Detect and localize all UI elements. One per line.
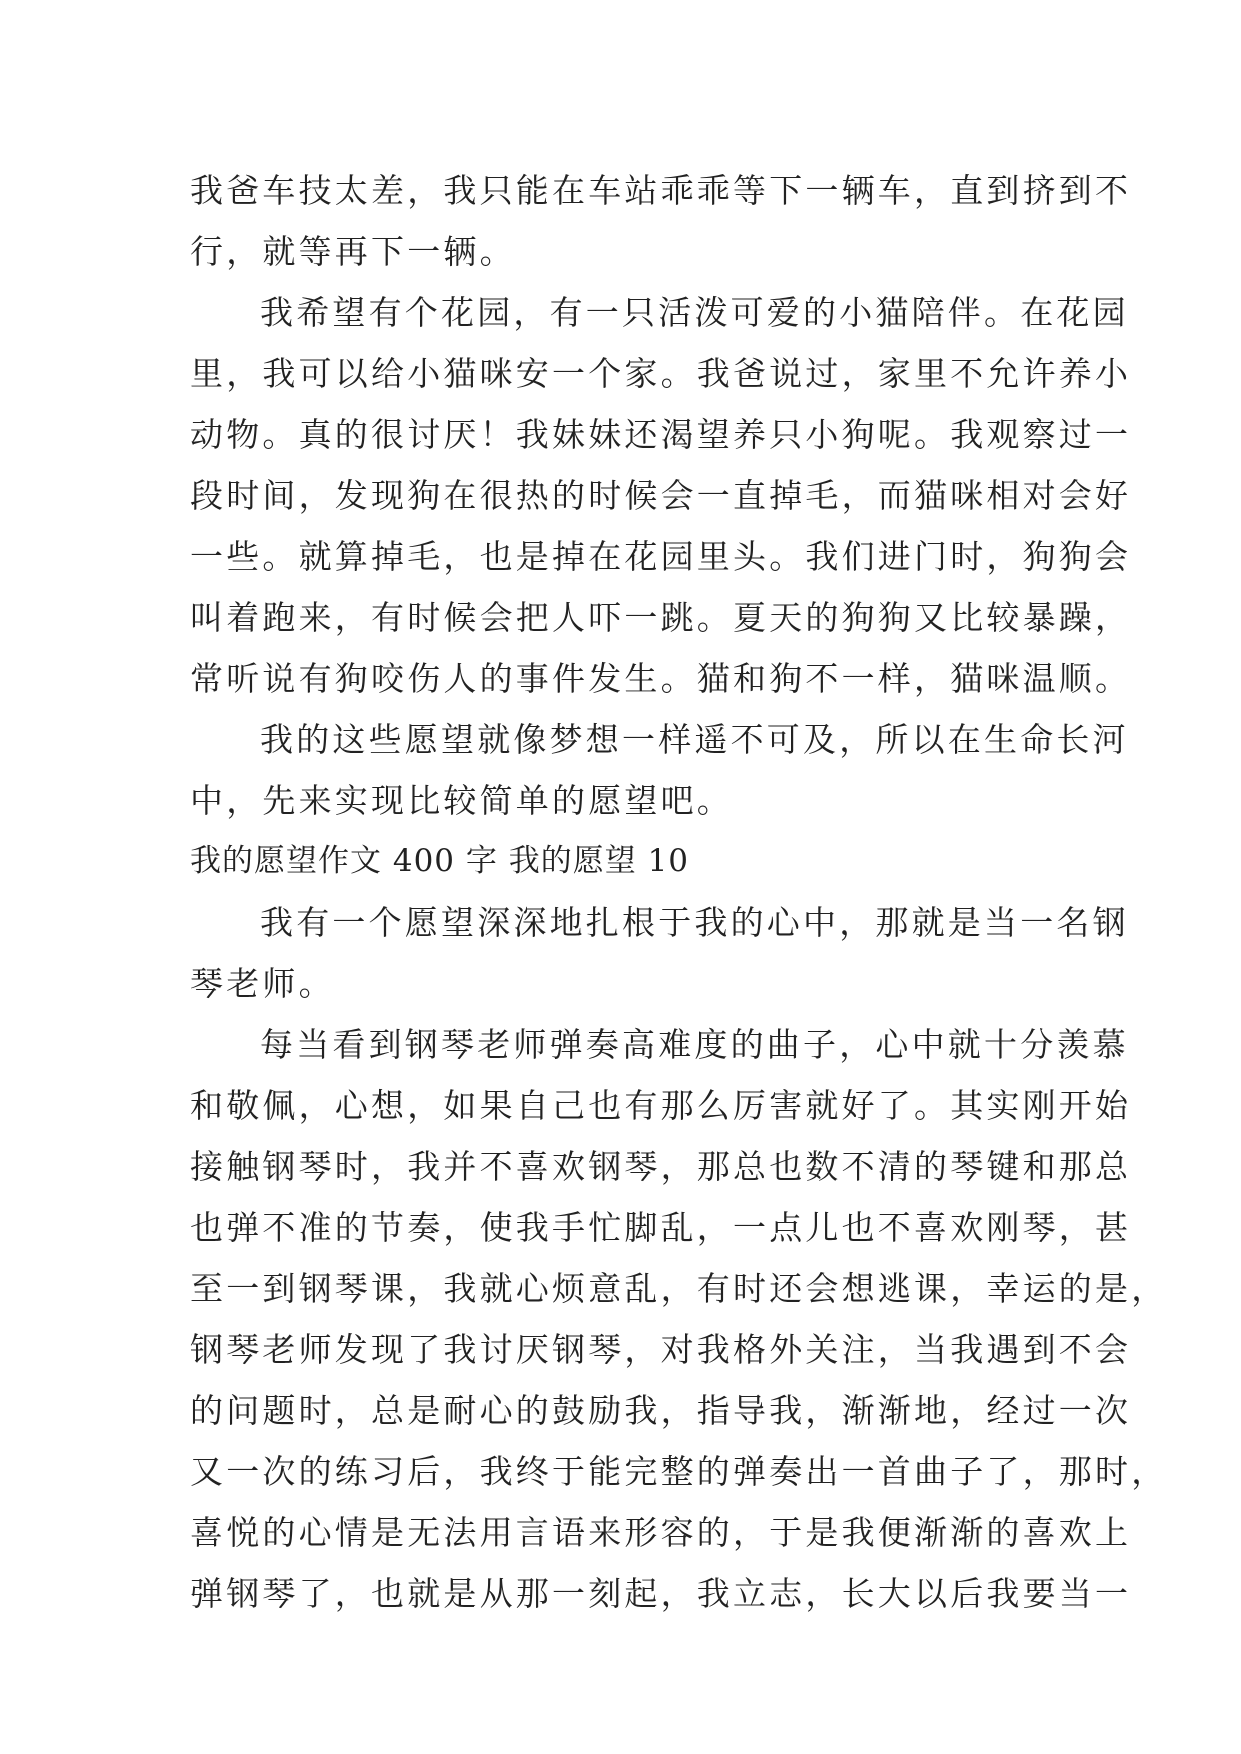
text-line: 接触钢琴时，我并不喜欢钢琴，那总也数不清的琴键和那总 [190, 1147, 1132, 1186]
paragraph-start-line: 每当看到钢琴老师弹奏高难度的曲子，心中就十分羡慕 [260, 1025, 1129, 1064]
text-line: 和敬佩，心想，如果自己也有那么厉害就好了。其实刚开始 [190, 1086, 1132, 1125]
text-line: 的问题时，总是耐心的鼓励我，指导我，渐渐地，经过一次 [190, 1391, 1132, 1430]
text-line: 钢琴老师发现了我讨厌钢琴，对我格外关注，当我遇到不会 [190, 1330, 1132, 1369]
text-line: 琴老师。 [190, 964, 335, 1003]
paragraph-start-line: 我有一个愿望深深地扎根于我的心中，那就是当一名钢 [260, 903, 1129, 942]
text-line: 动物。真的很讨厌！我妹妹还渴望养只小狗呢。我观察过一 [190, 415, 1132, 454]
text-line: 也弹不准的节奏，使我手忙脚乱，一点儿也不喜欢刚琴，甚 [190, 1208, 1132, 1247]
section-heading: 我的愿望作文 400 字 我的愿望 10 [190, 843, 690, 879]
text-line: 常听说有狗咬伤人的事件发生。猫和狗不一样，猫咪温顺。 [190, 659, 1132, 698]
text-line: 喜悦的心情是无法用言语来形容的，于是我便渐渐的喜欢上 [190, 1513, 1132, 1552]
text-line: 弹钢琴了，也就是从那一刻起，我立志，长大以后我要当一 [190, 1574, 1132, 1613]
text-line: 我爸车技太差，我只能在车站乖乖等下一辆车，直到挤到不 [190, 171, 1132, 210]
text-line: 里，我可以给小猫咪安一个家。我爸说过，家里不允许养小 [190, 354, 1132, 393]
text-line: 行，就等再下一辆。 [190, 232, 516, 271]
text-line: 一些。就算掉毛，也是掉在花园里头。我们进门时，狗狗会 [190, 537, 1132, 576]
document-page [190, 160, 1168, 1624]
text-line: 至一到钢琴课，我就心烦意乱，有时还会想逃课，幸运的是， [190, 1269, 1168, 1308]
paragraph-start-line: 我的这些愿望就像梦想一样遥不可及，所以在生命长河 [260, 720, 1129, 759]
text-line: 中，先来实现比较简单的愿望吧。 [190, 781, 733, 820]
paragraph-start-line: 我希望有个花园，有一只活泼可爱的小猫陪伴。在花园 [260, 293, 1129, 332]
text-line: 又一次的练习后，我终于能完整的弹奏出一首曲子了，那时， [190, 1452, 1168, 1491]
text-line: 叫着跑来，有时候会把人吓一跳。夏天的狗狗又比较暴躁， [190, 598, 1132, 637]
text-line: 段时间，发现狗在很热的时候会一直掉毛，而猫咪相对会好 [190, 476, 1132, 515]
